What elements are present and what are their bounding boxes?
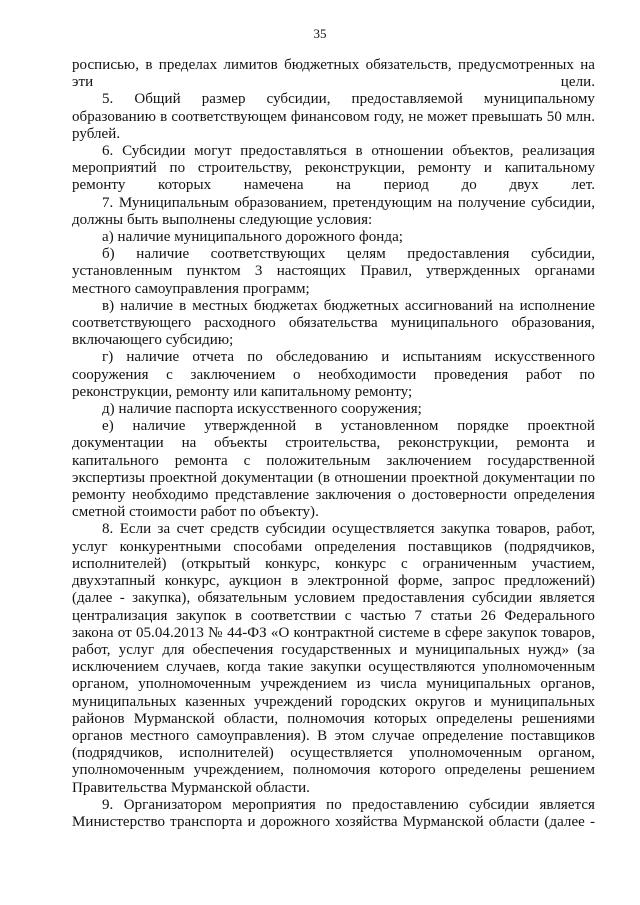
document-body <box>72 57 595 831</box>
paragraph-continuation: росписью, в пределах лимитов бюджетных обязательств, предусмотренных на эти цели. <box>72 57 595 91</box>
condition-e: е) наличие утвержденной в установленном порядке проектной документации на объекты строительства, реконструкции, ремонта и капитального ремонта с положительным заключением государственной экспертизы проектной документации (в отношении проектной документации по ремонту необходимо представление заключения о достоверности определения сметной стоимости работ по объекту). <box>72 418 595 521</box>
condition-v: в) наличие в местных бюджетах бюджетных ассигнований на исполнение соответствующего расходного обязательства муниципального образования, включающего субсидию; <box>72 297 595 349</box>
paragraph-6: 6. Субсидии могут предоставляться в отношении объектов, реализация мероприятий по строительству, реконструкции, ремонту и капитальному ремонту которых намечена на период до двух лет. <box>72 143 595 194</box>
paragraph-7: 7. Муниципальным образованием, претендующим на получение субсидии, должны быть выполнены следующие условия: <box>72 194 595 228</box>
condition-d: д) наличие паспорта искусственного сооружения; <box>102 401 422 418</box>
paragraph-9: 9. Организатором мероприятия по предоставлению субсидии является Министерство транспорта и дорожного хозяйства Мурманской области (далее - <box>72 796 595 830</box>
condition-a: а) наличие муниципального дорожного фонда; <box>102 229 403 246</box>
paragraph-5: 5. Общий размер субсидии, предоставляемой муниципальному образованию в соответствующем финансовом году, не может превышать 50 млн. рублей. <box>72 91 595 142</box>
condition-b: б) наличие соответствующих целям предоставления субсидии, установленным пунктом 3 настоящих Правил, утвержденных органами местного самоуправления программ; <box>72 246 595 297</box>
condition-g: г) наличие отчета по обследованию и испытаниям искусственного сооружения с заключением о необходимости проведения работ по реконструкции, ремонту или капитальному ремонту; <box>72 349 595 400</box>
paragraph-8: 8. Если за счет средств субсидии осуществляется закупка товаров, работ, услуг конкурентными способами определения поставщиков (подрядчиков, исполнителей) (открытый конкурс, конкурс с ограниченным участием, двухэтапный конкурс, аукцион в электронной форме, запрос предложений) (далее - закупка), обязательным условием предоставления субсидии является централизация закупок в соответствии с частью 7 статьи 26 Федерального закона от 05.04.2013 № 44-ФЗ «О контрактной системе в сфере закупок товаров, работ, услуг для обеспечения государственных и муниципальных нужд» (за исключением случаев, когда такие закупки осуществляются уполномоченным органом, уполномоченным учреждением из числа муниципальных органов, муниципальных казенных учреждений городских округов и муниципальных районов Мурманской области, полномочия которых определены решениями органов местного самоуправления). В этом случае определение поставщиков (подрядчиков, исполнителей) осуществляется уполномоченным органом, уполномоченным учреждением, полномочия которого определены решением Правительства Мурманской области. <box>72 521 595 796</box>
page-number: 35 <box>313 26 327 41</box>
